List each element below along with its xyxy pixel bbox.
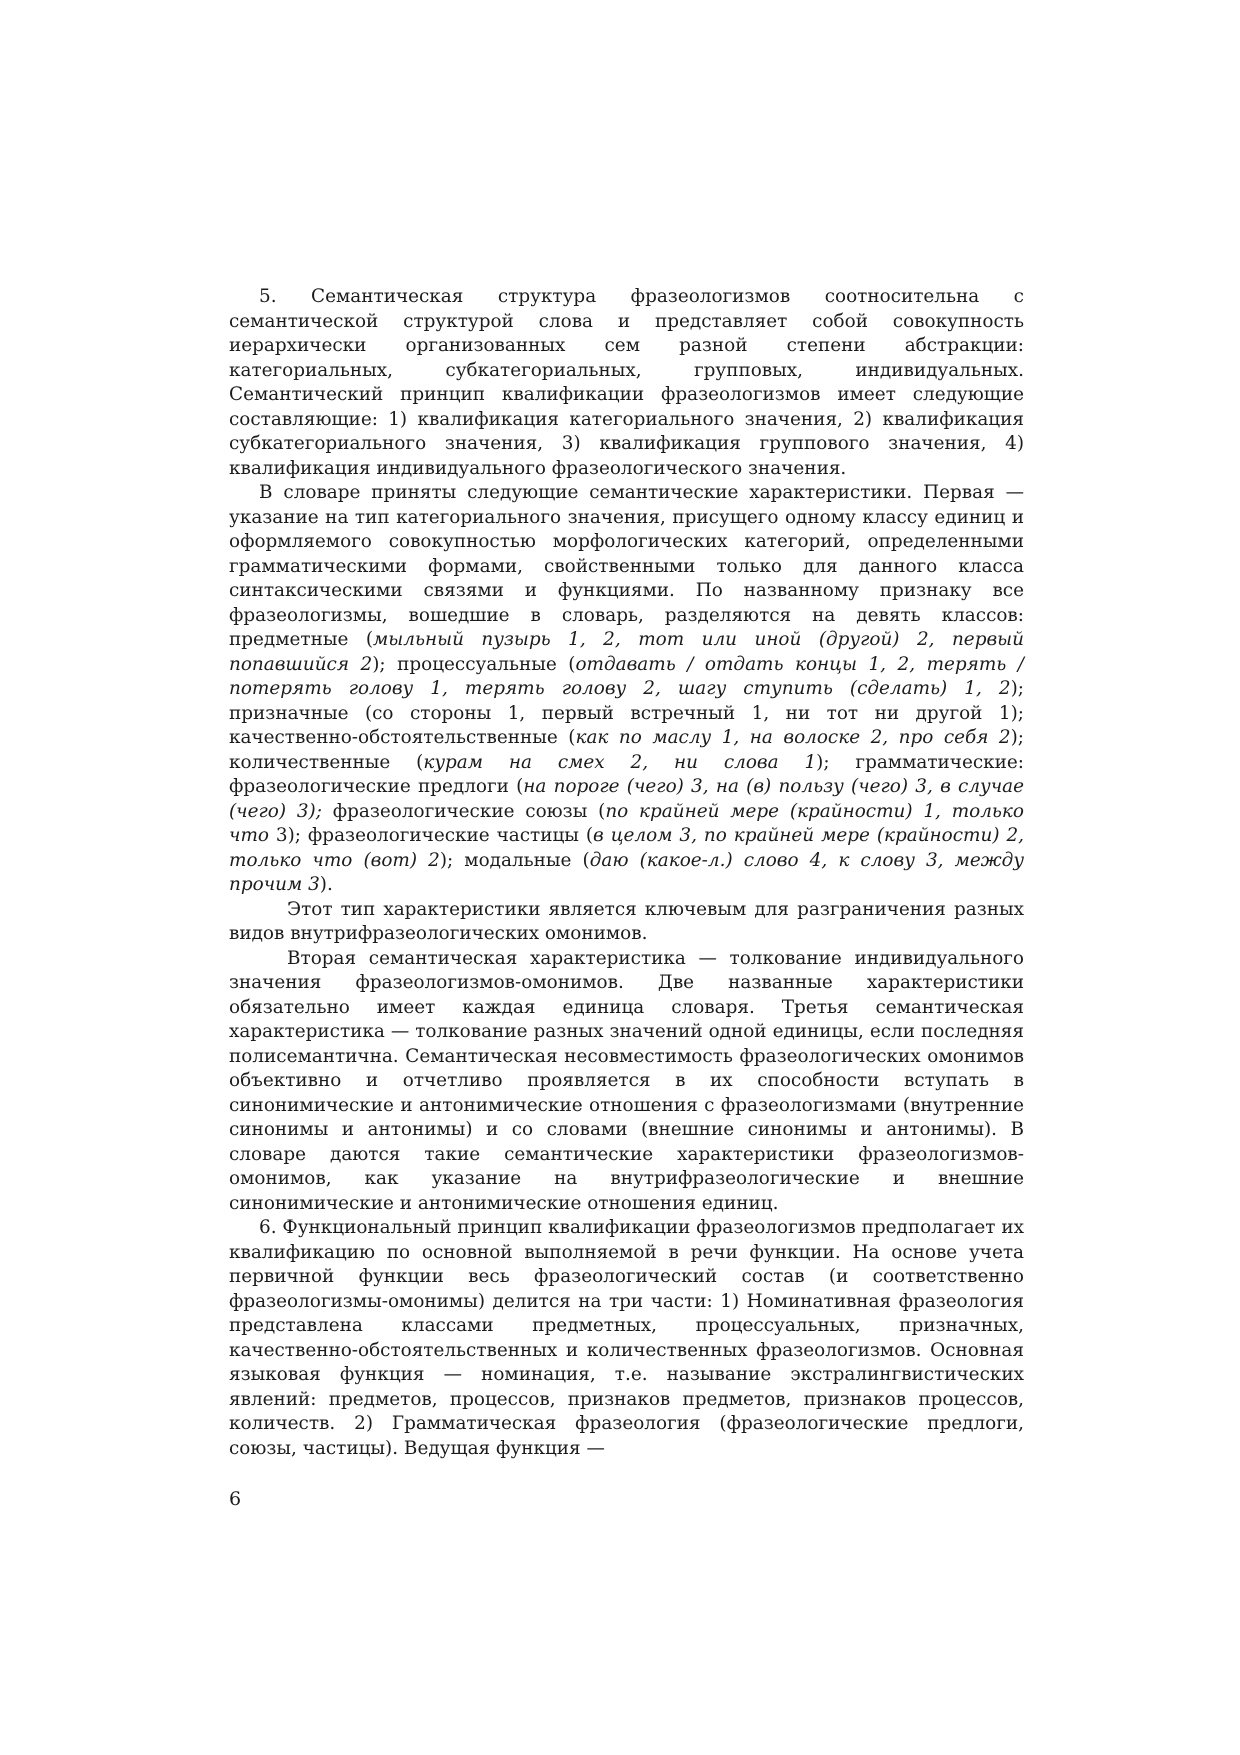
text-run: В словаре приняты следующие семантические характеристики. Первая — указание на тип категориального значения, присущего одному классу единиц и оформляемого совокупностью морфологических категорий, определенными грамматическими формами, свойственными только для данного класса синтаксическими связями и функциями. По названному признаку все фразеологизмы, вошедшие в словарь, разделяются на девять классов: предметные ( [229,482,1024,650]
text-run: Этот тип характеристики является ключевым для разграничения разных видов внутрифразеологических омонимов. [229,898,1024,944]
text-run: ); процессуальные ( [372,653,576,675]
text-run: 3); фразеологические частицы ( [268,825,594,846]
italic-example: даю (какое-л.) слово 4, к слову 3, между прочим 3 [229,849,1024,895]
italic-example: курам на смех 2, ни слова 1 [423,751,817,773]
text-run: ); грамматические: фразеологические предлоги ( [229,751,1024,797]
paragraph-6 [229,1216,1024,1461]
italic-example: на пороге (чего) 3, на (в) пользу (чего) 3, в случае (чего) 3); [229,776,1024,822]
text-run: ). [319,874,333,895]
body-text [229,285,1024,1461]
text-run: фразеологические союзы ( [321,800,606,822]
text-run: Вторая семантическая характеристика — толкование индивидуального значения фразеологизмов-омонимов. Две названные характеристики обязательно имеет каждая единица словаря. Третья семантическая характеристика — толкование разных значений одной единицы, если последняя полисемантична. Семантическая несовместимость фразеологических омонимов объективно и отчетливо проявляется в их способности вступать в синонимические и антонимические отношения с фразеологизмами (внутренние синонимы и антонимы) и со словами (внешние синонимы и антонимы). В словаре даются такие семантические характеристики фразеологизмов-омонимов, как указание на внутрифразеологические и внешние синонимические и антонимические отношения единиц. [229,947,1024,1214]
italic-example: мыльный пузырь 1, 2, тот или иной (другой) 2, первый попавшийся 2 [229,629,1024,675]
page-number: 6 [229,1488,242,1510]
text-run: 6. Функциональный принцип квалификации фразеологизмов предполагает их квалификацию по основной выполняемой в речи функции. На основе учета первичной функции весь фразеологический состав (и соответственно фразеологизмы-омонимы) делится на три части: 1) Номинативная фразеология представлена классами предметных, процессуальных, призначных, качественно-обстоятельственных и количественных фразеологизмов. Основная языковая функция — номинация, т.е. называние экстралингвистических явлений: предметов, процессов, признаков предметов, признаков процессов, количеств. 2) Грамматическая фразеология (фразеологические предлоги, союзы, частицы). Ведущая функция — [229,1217,1024,1459]
text-run: ); модальные ( [439,849,590,871]
paragraph-second-characteristic [229,947,1024,1217]
paragraph-5 [229,285,1024,481]
text-run: ); количественные ( [229,727,1024,773]
text-run: ); призначные (со стороны 1, первый встречный 1, ни тот ни другой 1); качественно-обстоятельственные ( [229,678,1024,748]
paragraph-semantic-classes [229,481,1024,898]
paragraph-key-characteristic [229,898,1024,947]
italic-example: по крайней мере (крайности) 1, только что [229,800,1024,846]
italic-example: отдавать / отдать концы 1, 2, терять / потерять голову 1, терять голову 2, шагу ступить (сделать) 1, 2 [229,653,1024,699]
italic-example: как по маслу 1, на волоске 2, про себя 2 [575,727,1011,748]
italic-example: в целом 3, по крайней мере (крайности) 2, только что (вот) 2 [229,825,1024,871]
text-run: 5. Семантическая структура фразеологизмов соотносительна с семантической структурой слова и представляет собой совокупность иерархически организованных сем разной степени абстракции: категориальных, субкатегориальных, групповых, индивидуальных. Семантический принцип квалификации фразеологизмов имеет следующие составляющие: 1) квалификация категориального значения, 2) квалификация субкатегориального значения, 3) квалификация группового значения, 4) квалификация индивидуального фразеологического значения. [229,286,1024,479]
